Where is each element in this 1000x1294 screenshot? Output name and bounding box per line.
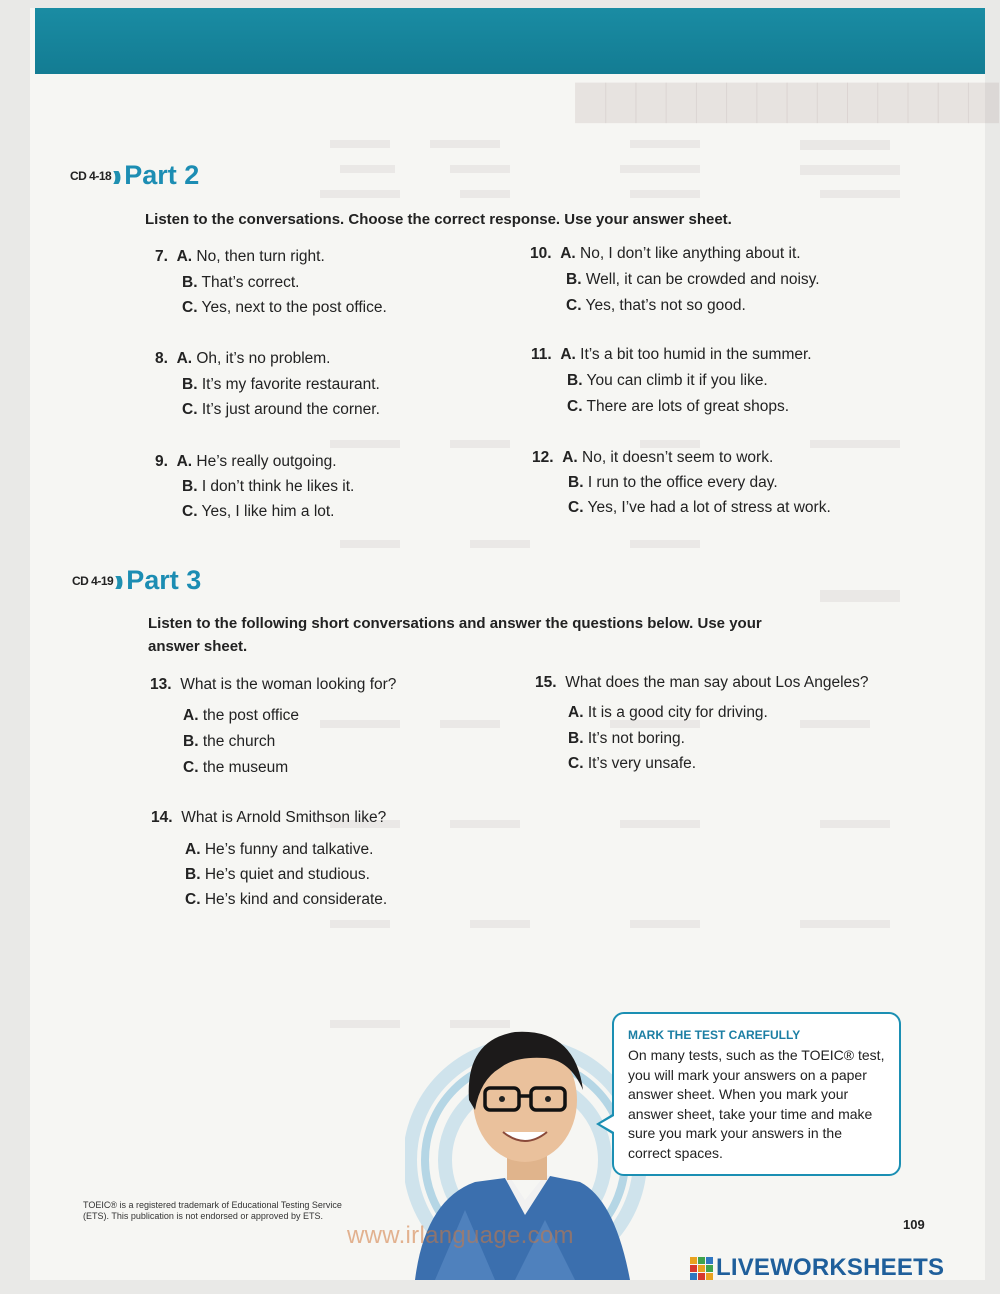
question-8: 8. A. Oh, it’s no problem. [155, 350, 331, 367]
bleed-through-heading: ▇▇▇▇▇▇▇▇▇▇▇▇▇▇ [575, 80, 999, 122]
part3-instruction: Listen to the following short conversations and answer the questions below. Use your answer sheet. [148, 615, 762, 655]
option-9c[interactable]: C. Yes, I like him a lot. [182, 503, 335, 520]
cd-track-label: CD 4-19 [72, 573, 114, 588]
option-7c[interactable]: C. Yes, next to the post office. [182, 299, 387, 316]
header-band [35, 8, 985, 74]
watermark: www.irlanguage.com [347, 1222, 574, 1249]
liveworksheets-icon [690, 1257, 713, 1280]
part2-instruction: Listen to the conversations. Choose the correct response. Use your answer sheet. [145, 211, 732, 228]
tip-pointer-inner [600, 1116, 614, 1132]
part3-title: Part 3 [126, 565, 202, 595]
tip-title: MARK THE TEST CAREFULLY [628, 1028, 801, 1042]
option-15c[interactable]: C. It’s very unsafe. [568, 755, 697, 772]
audio-icon: ))) [113, 167, 119, 184]
option-14c[interactable]: C. He’s kind and considerate. [185, 891, 388, 908]
question-14: 14. What is Arnold Smithson like? [151, 809, 387, 826]
option-10c[interactable]: C. Yes, that’s not so good. [566, 297, 746, 314]
option-12c[interactable]: C. Yes, I’ve had a lot of stress at work. [568, 499, 831, 516]
part2-header [70, 160, 199, 191]
option-14b[interactable]: B. He’s quiet and studious. [185, 866, 370, 883]
option-14a[interactable]: A. He’s funny and talkative. [185, 841, 374, 858]
question-15: 15. What does the man say about Los Angeles? [535, 674, 869, 691]
option-11c[interactable]: C. There are lots of great shops. [567, 398, 789, 415]
page-number: 109 [903, 1217, 925, 1232]
question-7: 7. A. No, then turn right. [155, 248, 325, 265]
cd-track-label: CD 4-18 [70, 168, 112, 183]
option-12b[interactable]: B. I run to the office every day. [568, 474, 778, 491]
tip-box [612, 1012, 901, 1176]
question-12: 12. A. No, it doesn’t seem to work. [532, 449, 774, 466]
question-10: 10. A. No, I don’t like anything about it. [530, 245, 801, 262]
option-8b[interactable]: B. It’s my favorite restaurant. [182, 376, 380, 393]
question-13: 13. What is the woman looking for? [150, 676, 397, 693]
question-11: 11. A. It’s a bit too humid in the summer. [531, 346, 812, 363]
liveworksheets-logo [690, 1254, 944, 1282]
tip-body: On many tests, such as the TOEIC® test, you will mark your answers on a paper answer sheet. When you mark your answer sheet, take your time and make sure you mark your answers in the correct spaces. [628, 1047, 885, 1161]
option-8c[interactable]: C. It’s just around the corner. [182, 401, 380, 418]
option-13c[interactable]: C. the museum [183, 759, 289, 776]
option-13a[interactable]: A. the post office [183, 707, 300, 724]
part3-header [72, 565, 201, 596]
part2-title: Part 2 [124, 160, 200, 190]
liveworksheets-wordmark: LIVEWORKSHEETS [716, 1254, 945, 1281]
option-15a[interactable]: A. It is a good city for driving. [568, 704, 768, 721]
option-11b[interactable]: B. You can climb it if you like. [567, 372, 768, 389]
option-15b[interactable]: B. It’s not boring. [568, 730, 685, 747]
trademark-footnote: TOEIC® is a registered trademark of Educational Testing Service (ETS). This publication is not endorsed or approved by ETS. [83, 1200, 342, 1221]
option-7b[interactable]: B. That’s correct. [182, 274, 300, 291]
option-13b[interactable]: B. the church [183, 733, 276, 750]
option-10b[interactable]: B. Well, it can be crowded and noisy. [566, 271, 820, 288]
option-9b[interactable]: B. I don’t think he likes it. [182, 478, 355, 495]
audio-icon: ))) [115, 572, 121, 589]
question-9: 9. A. He’s really outgoing. [155, 453, 337, 470]
